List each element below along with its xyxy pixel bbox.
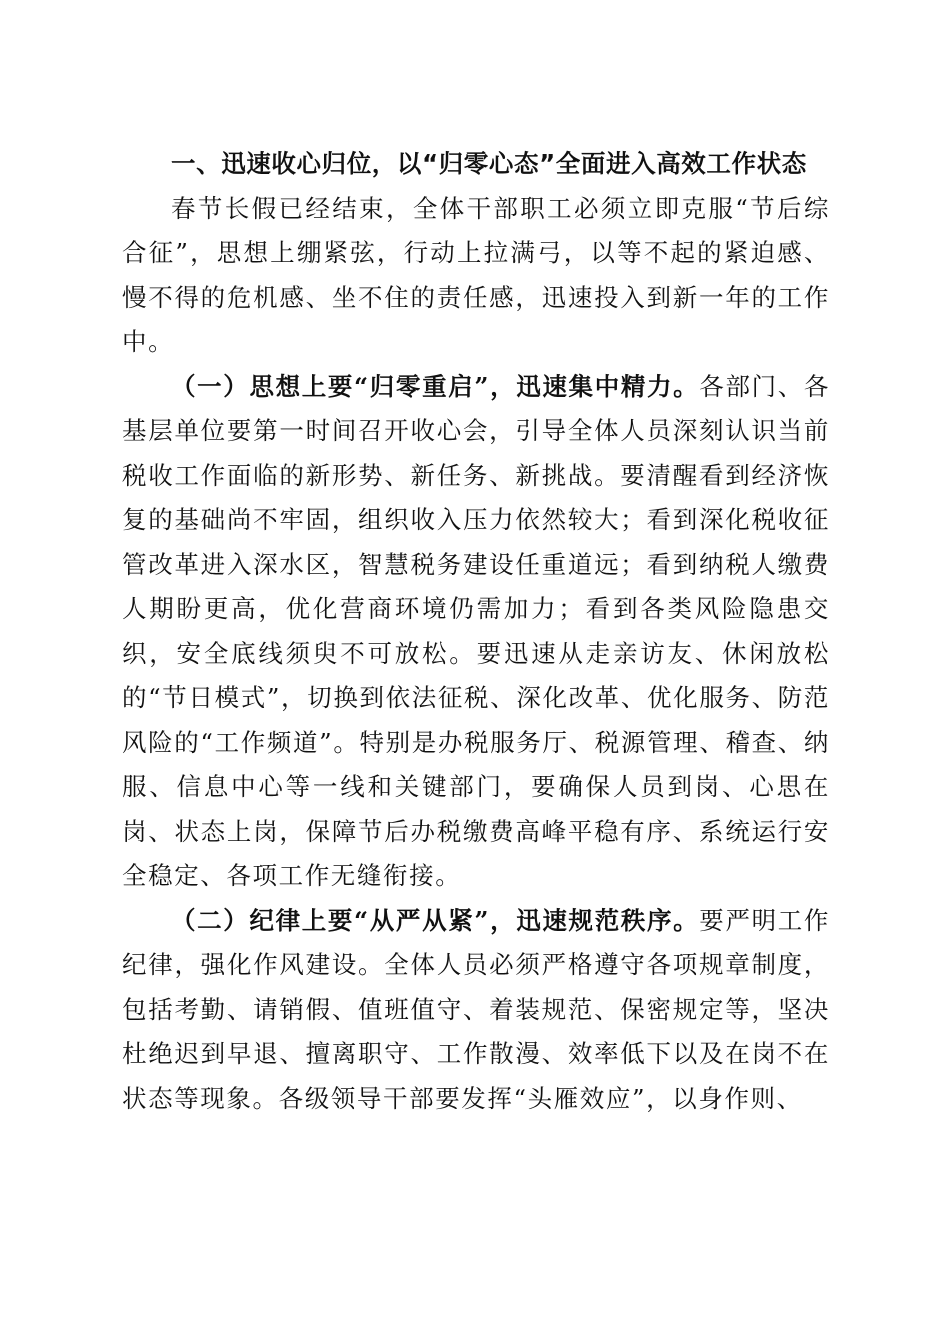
subsection-lead: （二）纪律上要“从严从紧”，迅速规范秩序。 — [171, 905, 700, 935]
paragraph-subsection-2 — [122, 899, 830, 1122]
subsection-lead: （一）思想上要“归零重启”，迅速集中精力。 — [171, 371, 700, 401]
paragraph-subsection-1 — [122, 365, 830, 899]
paragraph-text: 各部门、各基层单位要第一时间召开收心会，引导全体人员深刻认识当前税收工作面临的新形势、新任务、新挑战。要清醒看到经济恢复的基础尚不牢固，组织收入压力依然较大；看到深化税收征管改革进入深水区，智慧税务建设任重道远；看到纳税人缴费人期盼更高，优化营商环境仍需加力；看到各类风险隐患交织，安全底线须臾不可放松。要迅速从走亲访友、休闲放松的“节日模式”，切换到依法征税、深化改革、优化服务、防范风险的“工作频道”。特别是办税服务厅、税源管理、稽查、纳服、信息中心等一线和关键部门，要确保人员到岗、心思在岗、状态上岗，保障节后办税缴费高峰平稳有序、系统运行安全稳定、各项工作无缝衔接。 — [122, 371, 830, 890]
paragraph-text: 要严明工作纪律，强化作风建设。全体人员必须严格遵守各项规章制度，包括考勤、请销假、值班值守、着装规范、保密规定等，坚决杜绝迟到早退、擅离职守、工作散漫、效率低下以及在岗不在状态等现象。各级领导干部要发挥“头雁效应”，以身作则、 — [122, 905, 830, 1113]
document-body — [122, 142, 830, 1121]
paragraph-text: 春节长假已经结束，全体干部职工必须立即克服“节后综合征”，思想上绷紧弦，行动上拉满弓，以等不起的紧迫感、慢不得的危机感、坐不住的责任感，迅速投入到新一年的工作中。 — [122, 193, 830, 356]
paragraph-intro — [122, 187, 830, 365]
section-heading: 一、迅速收心归位，以“归零心态”全面进入高效工作状态 — [171, 149, 807, 178]
